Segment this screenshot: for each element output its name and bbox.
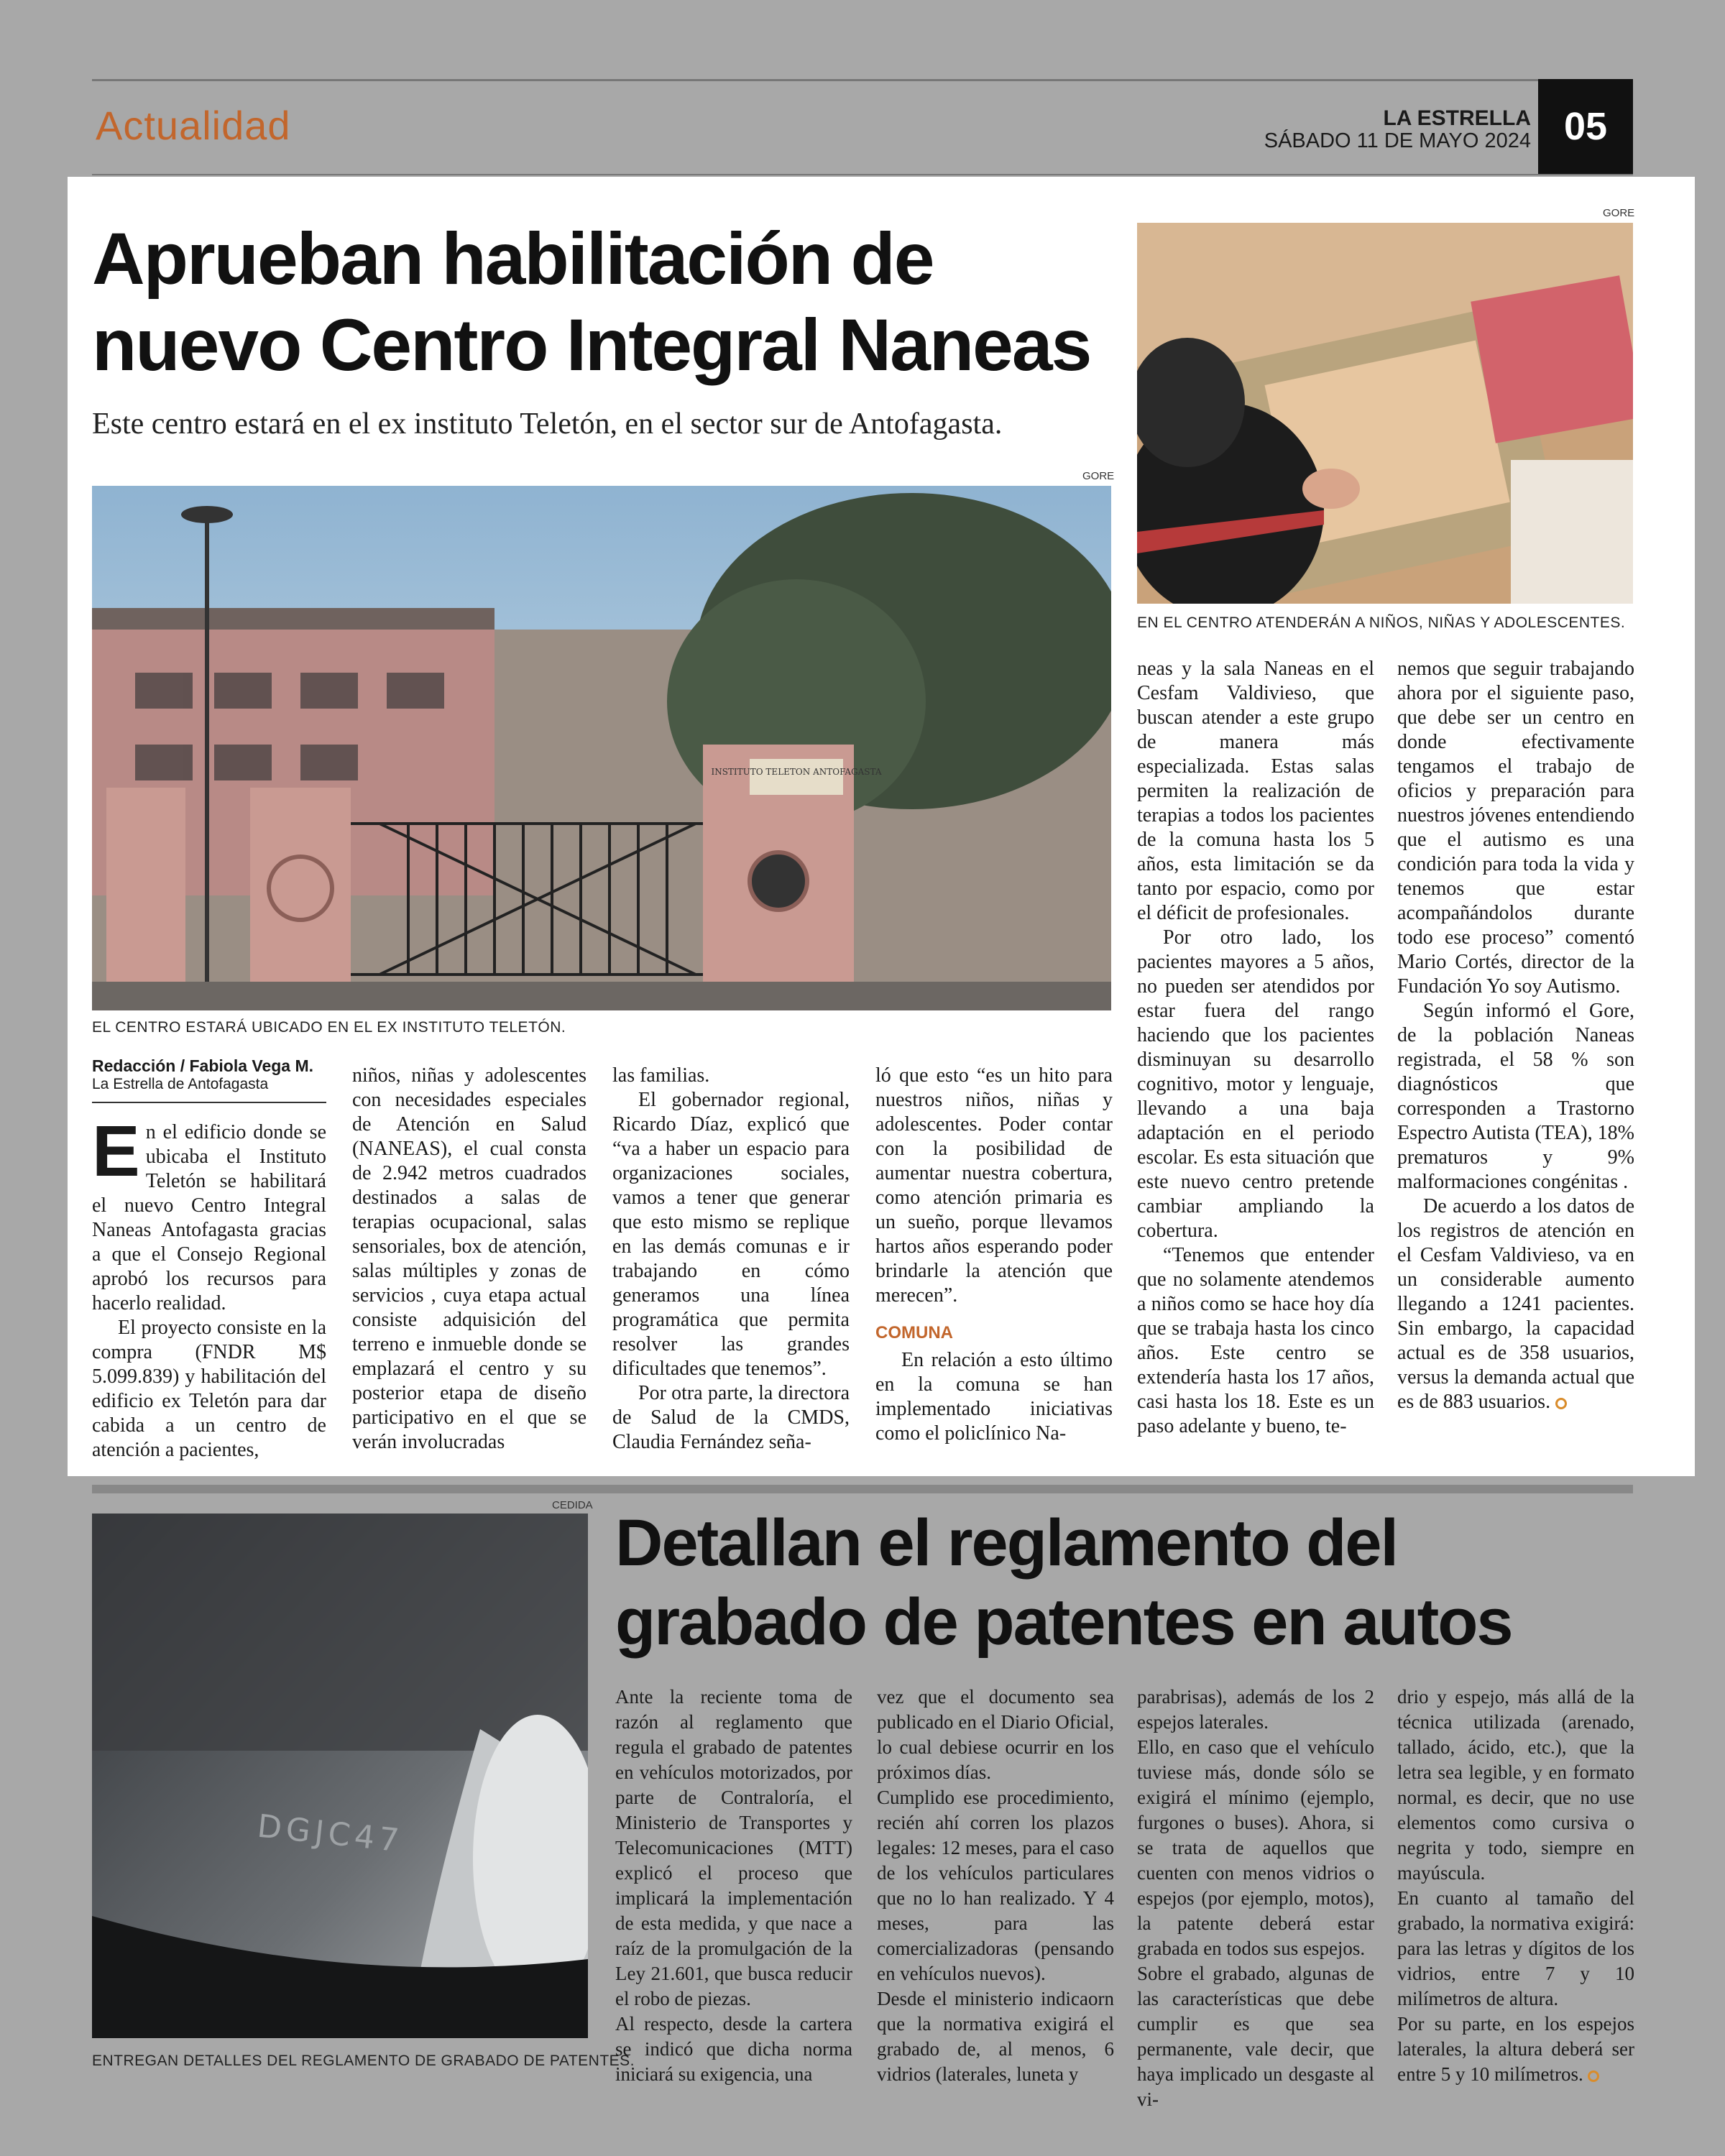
byline: Redacción / Fabiola Vega M. <box>92 1056 314 1075</box>
paragraph: Por otra parte, la directora de Salud de la CMDS, Claudia Fernández seña- <box>612 1382 850 1453</box>
photo-credit: CEDIDA <box>552 1499 593 1511</box>
paragraph: drio y espejo, más allá de la técnica utilizada (arenado, tallado, ácido, etc.), que la letra sea legible, y en formato normal, es decir, que no use elementos como cursiva o negrita y todo, siempre en mayúscula. <box>1397 1686 1634 1884</box>
headline-line-2: nuevo Centro Integral Naneas <box>92 304 1091 386</box>
article-column-3 <box>1137 1685 1374 2112</box>
end-mark-icon <box>1588 2070 1599 2082</box>
paragraph: El proyecto consiste en la compra (FNDR M$ 5.099.839) y habilitación del edificio ex Teletón para dar cabida a un centro de atención a pacientes, <box>92 1317 326 1461</box>
paragraph: Al respecto, desde la cartera se indicó que dicha norma iniciará su exigencia, una <box>615 2013 852 2085</box>
byline-outlet: La Estrella de Antofagasta <box>92 1076 269 1092</box>
newspaper-name: LA ESTRELLA <box>1383 106 1531 130</box>
paragraph: Según informó el Gore, de la población Naneas registrada, el 58 % son diagnósticos que corresponden a Trastorno Espectro Autista (TEA), 18% prematuros y 9% malformaciones congénitas . <box>1397 1000 1634 1193</box>
paragraph: parabrisas), además de los 2 espejos laterales. <box>1137 1686 1374 1733</box>
paragraph: Por su parte, en los espejos laterales, la altura deberá ser entre 5 y 10 milímetros. <box>1397 2013 1634 2085</box>
paragraph: las familias. <box>612 1064 710 1087</box>
paragraph: Ello, en caso que el vehículo tuviese más, donde sólo se exigirá el mínimo (ejemplo, furgones o buses). Ahora, si se trata de aquellos que cuenten con menos vidrios o espejos (por ejemplo, motos), la patente deberá estar grabada en todos sus espejos. <box>1137 1736 1374 1959</box>
paragraph: Sobre el grabado, algunas de las características que debe cumplir es que sea permanente, vale decir, que haya implicado un desgaste al vi- <box>1137 1963 1374 2110</box>
engraved-plate: DGJC47 <box>255 1807 405 1860</box>
section-label: Actualidad <box>96 103 291 148</box>
car-mirror-photo <box>92 1514 588 2038</box>
article-column-4 <box>875 1064 1113 1446</box>
subheading: COMUNA <box>875 1323 953 1342</box>
paragraph: En relación a esto último en la comuna se han implementado iniciativas como el policlínico Na- <box>875 1349 1113 1445</box>
paragraph: De acuerdo a los datos de los registros de atención en el Cesfam Valdivieso, va en un considerable aumento llegando a 1241 pacientes. Sin embargo, la capacidad actual es de 358 usuarios, versus la demanda actual que es de 883 usuarios. <box>1397 1195 1634 1413</box>
building-photo <box>92 486 1111 1010</box>
photo-caption: EL CENTRO ESTARÁ UBICADO EN EL EX INSTITUTO TELETÓN. <box>92 1019 566 1036</box>
article-column-1 <box>615 1685 852 2087</box>
headline-line-2: grabado de patentes en autos <box>615 1585 1512 1659</box>
paragraph: El gobernador regional, Ricardo Díaz, explicó que “va a haber un espacio para organizaciones sociales, vamos a tener que generar que esto mismo se replique en las demás comunas e ir trabajando en cómo generamos una línea programática que permita resolver las grandes dificultades que tenemos”. <box>612 1089 850 1380</box>
article-column-6 <box>1397 657 1634 1414</box>
article-column-4 <box>1397 1685 1634 2087</box>
side-photo-caption: EN EL CENTRO ATENDERÁN A NIÑOS, NIÑAS Y ADOLESCENTES. <box>1137 614 1626 631</box>
paragraph: neas y la sala Naneas en el Cesfam Valdivieso, que buscan atender a este grupo de manera más especializada. Estas salas permiten la realización de terapias a todos los pacientes de la comuna hasta los 5 años, esta limitación se da tanto por espacio, como por el déficit de profesionales. <box>1137 658 1374 924</box>
article-deck: Este centro estará en el ex instituto Teletón, en el sector sur de Antofagasta. <box>92 407 1003 441</box>
article-column-5 <box>1137 657 1374 1439</box>
article-column-3 <box>612 1064 850 1455</box>
paragraph: Desde el ministerio indicaorn que la normativa exigirá el grabado de, al menos, 6 vidrios (laterales, luneta y <box>877 1988 1114 2085</box>
paragraph: ló que esto “es un hito para nuestros niños, niñas y adolescentes. Poder contar con la posibilidad de aumentar nuestra cobertura, como atención primaria es un sueño, porque llevamos hartos años esperando poder brindarle la atención que merecen”. <box>875 1064 1113 1307</box>
photo-credit: GORE <box>1082 470 1115 482</box>
article-column-2 <box>877 1685 1114 2087</box>
paragraph: niños, niñas y adolescentes con necesidades especiales de Atención en Salud (NANEAS), el cual consta de 2.942 metros cuadrados destinados a salas de terapias ocupacional, salas sensoriales, box de atención, salas múltiples y zonas de servicios , cuya etapa actual consiste adquisición del terreno e inmueble donde se emplazará el centro y su posterior etapa de diseño participativo en el que se verán involucradas <box>352 1064 586 1453</box>
article-column-2 <box>352 1064 586 1455</box>
building-sign: INSTITUTO TELETON ANTOFAGASTA <box>711 767 882 777</box>
paragraph: vez que el documento sea publicado en el Diario Oficial, lo cual debiese ocurrir en los próximos días. <box>877 1686 1114 1783</box>
side-photo-credit: GORE <box>1603 207 1635 219</box>
end-mark-icon <box>1555 1398 1567 1409</box>
paragraph: “Tenemos que entender que no solamente atendemos a niños como se hace hoy día que se trabaja hasta los cinco años. Este centro se extendería hasta los 17 años, casi hasta los 18. Este es un paso adelante y bueno, te- <box>1137 1244 1374 1437</box>
dropcap: E <box>92 1111 140 1192</box>
column-1-text <box>92 1111 326 1462</box>
page-number: 05 <box>1538 79 1633 174</box>
paragraph: Ante la reciente toma de razón al reglamento que regula el grabado de patentes en vehículos motorizados, por parte de Contraloría, el Ministerio de Transportes y Telecomunicaciones (MTT) explicó el proceso que implicará la implementación de esta medida, y que nace a raíz de la promulgación de la Ley 21.601, que busca reducir el robo de piezas. <box>615 1686 852 2009</box>
headline-line-1: Aprueban habilitación de <box>92 218 934 300</box>
article-headline <box>92 216 1141 388</box>
paragraph: n el edificio donde se ubicaba el Instituto Teletón se habilitará el nuevo Centro Integral Naneas Antofagasta gracias a que el Consejo Regional aprobó los recursos para hacerlo realidad. <box>92 1121 326 1314</box>
photo-caption: ENTREGAN DETALLES DEL REGLAMENTO DE GRABADO DE PATENTES. <box>92 2053 635 2069</box>
child-puzzle-photo <box>1137 223 1633 604</box>
issue-date: SÁBADO 11 DE MAYO 2024 <box>1264 129 1531 152</box>
article-separator <box>92 1485 1633 1493</box>
paragraph: Por otro lado, los pacientes mayores a 5 años, no pueden ser atendidos por estar fuera del rango haciendo que los pacientes disminuyan su desarrollo cognitivo, motor y lenguaje, llevando a una baja adaptación en el periodo escolar. Es esta situación que este nuevo centro pretende cambiar ampliando la cobertura. <box>1137 926 1374 1242</box>
article-headline <box>615 1503 1636 1662</box>
header-rule <box>92 174 1633 175</box>
paragraph: nemos que seguir trabajando ahora por el siguiente paso, que debe ser un centro en donde efectivamente tengamos el trabajo de oficios y preparación para nuestros jóvenes entendiendo que el autismo es una condición para toda la vida y tenemos que estar acompañándolos durante todo ese proceso” comentó Mario Cortés, director de la Fundación Yo soy Autismo. <box>1397 658 1634 998</box>
top-rule <box>92 79 1633 81</box>
article-column-1 <box>92 1056 326 1462</box>
paragraph: Cumplido ese procedimiento, recién ahí corren los plazos legales: 12 meses, para el caso de los vehículos particulares que no lo han realizado. Y 4 meses, para las comercializadoras (pensando en vehículos nuevos). <box>877 1787 1114 1984</box>
headline-line-1: Detallan el reglamento del <box>615 1506 1398 1580</box>
byline-rule <box>92 1102 326 1103</box>
paragraph: En cuanto al tamaño del grabado, la normativa exigirá: para las letras y dígitos de los vidrios, entre 7 y 10 milímetros de altura. <box>1397 1887 1634 2009</box>
